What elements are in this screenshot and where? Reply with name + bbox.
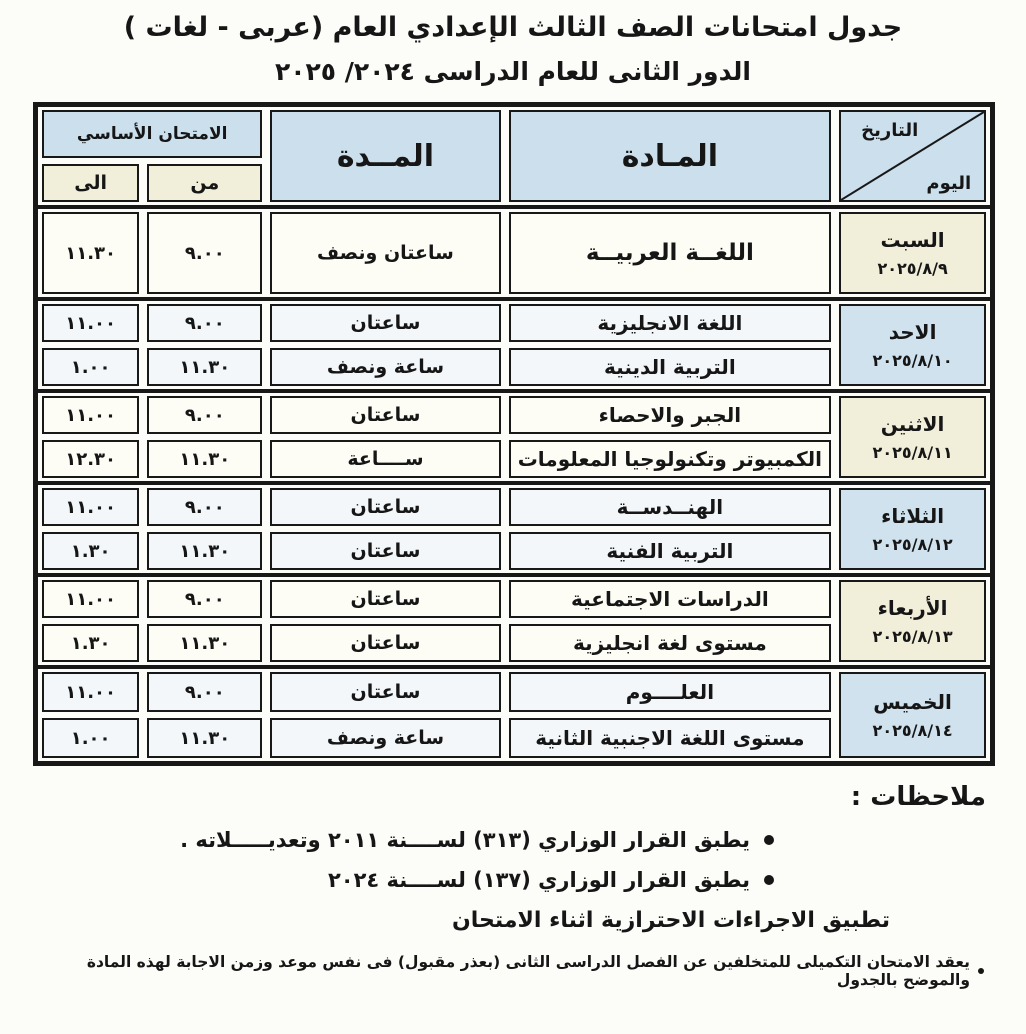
from-value: ٩.٠٠ [184, 404, 225, 426]
duration-value: ساعتان [350, 632, 421, 654]
from-value: ٩.٠٠ [184, 681, 225, 703]
subject-value: الهنــدســة [616, 495, 724, 519]
to-value: ١١.٣٠ [65, 242, 117, 264]
day-cell [839, 396, 986, 478]
subject-cell [509, 718, 832, 758]
table-header-row [38, 107, 990, 209]
note-precautions-line: تطبيق الاجراءات الاحترازية اثناء الامتحان [452, 908, 890, 933]
day-group-row [38, 301, 990, 393]
from-cell [147, 396, 262, 434]
from-value: ٩.٠٠ [184, 588, 225, 610]
subject-cell [509, 304, 832, 342]
day-cell [839, 672, 986, 758]
duration-cell [270, 304, 500, 342]
day-group-row [38, 209, 990, 301]
day-name: الاحد [888, 320, 937, 344]
from-cell [147, 624, 262, 662]
bullet-icon [764, 835, 774, 845]
from-cell [147, 304, 262, 342]
to-cell [42, 672, 139, 712]
subject-value: مستوى لغة انجليزية [572, 631, 767, 655]
from-value: ٩.٠٠ [184, 496, 225, 518]
from-cell [147, 718, 262, 758]
day-name: السبت [880, 228, 945, 252]
day-cell [839, 488, 986, 570]
day-name: الأربعاء [877, 596, 948, 620]
from-cell [147, 672, 262, 712]
notes-heading: ملاحظات : [850, 782, 986, 812]
basic-exam-header-cell: الامتحان الأساسي [42, 110, 262, 158]
subject-value: التربية الدينية [604, 355, 736, 379]
from-value: ٩.٠٠ [184, 312, 225, 334]
day-date: ٢٠٢٥/٨/١٠ [872, 351, 953, 370]
duration-value: ساعتان [350, 404, 421, 426]
subject-value: الكمبيوتر وتكنولوجيا المعلومات [517, 447, 823, 471]
note-bullet-text: يطبق القرار الوزاري (٣١٣) لســــنة ٢٠١١ وتعديـــــلاته . [180, 828, 750, 852]
subject-header-cell: المـادة [509, 110, 832, 202]
duration-cell [270, 348, 500, 386]
to-cell [42, 624, 139, 662]
exam-schedule-table [33, 102, 995, 766]
duration-cell [270, 396, 500, 434]
bullet-icon [764, 875, 774, 885]
from-value: ١١.٣٠ [179, 448, 231, 470]
day-cell [839, 212, 986, 294]
to-value: ١١.٠٠ [65, 404, 117, 426]
day-cell [839, 580, 986, 662]
subject-cell [509, 396, 832, 434]
to-cell [42, 718, 139, 758]
duration-value: ســــاعة [347, 448, 424, 470]
duration-cell [270, 624, 500, 662]
day-date: ٢٠٢٥/٨/١٤ [872, 721, 953, 740]
subject-value: اللغة الانجليزية [597, 311, 743, 335]
note-bullet-2 [30, 868, 774, 892]
to-value: ١١.٠٠ [65, 312, 117, 334]
subject-cell [509, 624, 832, 662]
day-group-row [38, 393, 990, 485]
subject-value: الجبر والاحصاء [598, 403, 742, 427]
to-cell [42, 212, 139, 294]
to-cell [42, 396, 139, 434]
duration-value: ساعة ونصف [326, 727, 445, 749]
day-name: الاثنين [880, 412, 945, 436]
note-bullet-text: يطبق القرار الوزاري (١٣٧) لســــنة ٢٠٢٤ [327, 868, 750, 892]
subject-value: التربية الفنية [606, 539, 734, 563]
day-name: الخميس [873, 690, 952, 714]
to-value: ١.٠٠ [70, 356, 111, 378]
day-group-row [38, 669, 990, 761]
from-header-cell: من [147, 164, 262, 202]
from-value: ٩.٠٠ [184, 242, 225, 264]
page-title: جدول امتحانات الصف الثالث الإعدادي العام (عربى - لغات ) [123, 12, 903, 43]
to-value: ١.٣٠ [70, 540, 111, 562]
from-cell [147, 348, 262, 386]
footnote-bullet-icon [978, 968, 984, 974]
to-value: ١٢.٣٠ [65, 448, 117, 470]
day-header-label: اليوم [926, 173, 972, 194]
footnote-text: يعقد الامتحان التكميلى للمتخلفين عن الفصل الدراسى الثانى (بعذر مقبول) فى نفس موعد وزمن الاجابة لهذه المادة والموضح بالجدول [86, 953, 970, 989]
subject-cell [509, 488, 832, 526]
footnote [30, 953, 984, 989]
to-value: ١١.٠٠ [65, 496, 117, 518]
day-date: ٢٠٢٥/٨/١٢ [872, 535, 953, 554]
duration-value: ساعتان [350, 588, 421, 610]
date-header-label: التاريخ [861, 120, 919, 141]
to-value: ١.٠٠ [70, 727, 111, 749]
to-value: ١١.٠٠ [65, 588, 117, 610]
page-subtitle: الدور الثانى للعام الدراسى ٢٠٢٤/ ٢٠٢٥ [275, 57, 751, 86]
duration-value: ساعتان [350, 496, 421, 518]
day-group-row [38, 577, 990, 669]
day-date: ٢٠٢٥/٨/١٣ [872, 627, 953, 646]
subject-cell [509, 580, 832, 618]
duration-value: ساعتان [350, 312, 421, 334]
day-date: ٢٠٢٥/٨/١١ [872, 443, 953, 462]
day-cell [839, 304, 986, 386]
duration-cell [270, 440, 500, 478]
duration-header-cell: المــدة [270, 110, 500, 202]
subject-cell [509, 348, 832, 386]
to-cell [42, 304, 139, 342]
notes-section [30, 782, 986, 989]
from-value: ١١.٣٠ [179, 727, 231, 749]
duration-value: ساعة ونصف [326, 356, 445, 378]
duration-value: ساعتان [350, 681, 421, 703]
from-cell [147, 580, 262, 618]
subject-cell [509, 532, 832, 570]
from-cell [147, 488, 262, 526]
table-body [38, 209, 990, 761]
from-cell [147, 532, 262, 570]
subject-cell [509, 212, 832, 294]
from-cell [147, 440, 262, 478]
from-value: ١١.٣٠ [179, 540, 231, 562]
duration-cell [270, 672, 500, 712]
subject-value: مستوى اللغة الاجنبية الثانية [535, 726, 805, 750]
day-group-row [38, 485, 990, 577]
duration-value: ساعتان ونصف [317, 242, 454, 264]
from-value: ١١.٣٠ [179, 356, 231, 378]
from-value: ١١.٣٠ [179, 632, 231, 654]
subject-value: اللغــة العربيــة [585, 240, 754, 266]
to-value: ١١.٠٠ [65, 681, 117, 703]
note-bullet-1 [30, 828, 774, 852]
to-cell [42, 348, 139, 386]
subject-cell [509, 672, 832, 712]
subject-value: الدراسات الاجتماعية [571, 587, 769, 611]
subject-cell [509, 440, 832, 478]
from-cell [147, 212, 262, 294]
to-header-cell: الى [42, 164, 139, 202]
to-cell [42, 440, 139, 478]
day-name: الثلاثاء [881, 504, 945, 528]
to-cell [42, 532, 139, 570]
duration-cell [270, 718, 500, 758]
to-cell [42, 580, 139, 618]
to-value: ١.٣٠ [70, 632, 111, 654]
duration-cell [270, 580, 500, 618]
day-date: ٢٠٢٥/٨/٩ [877, 259, 948, 278]
subject-value: العلــــوم [625, 680, 715, 704]
duration-value: ساعتان [350, 540, 421, 562]
duration-cell [270, 488, 500, 526]
duration-cell [270, 212, 500, 294]
to-cell [42, 488, 139, 526]
date-day-header-cell [839, 110, 986, 202]
duration-cell [270, 532, 500, 570]
